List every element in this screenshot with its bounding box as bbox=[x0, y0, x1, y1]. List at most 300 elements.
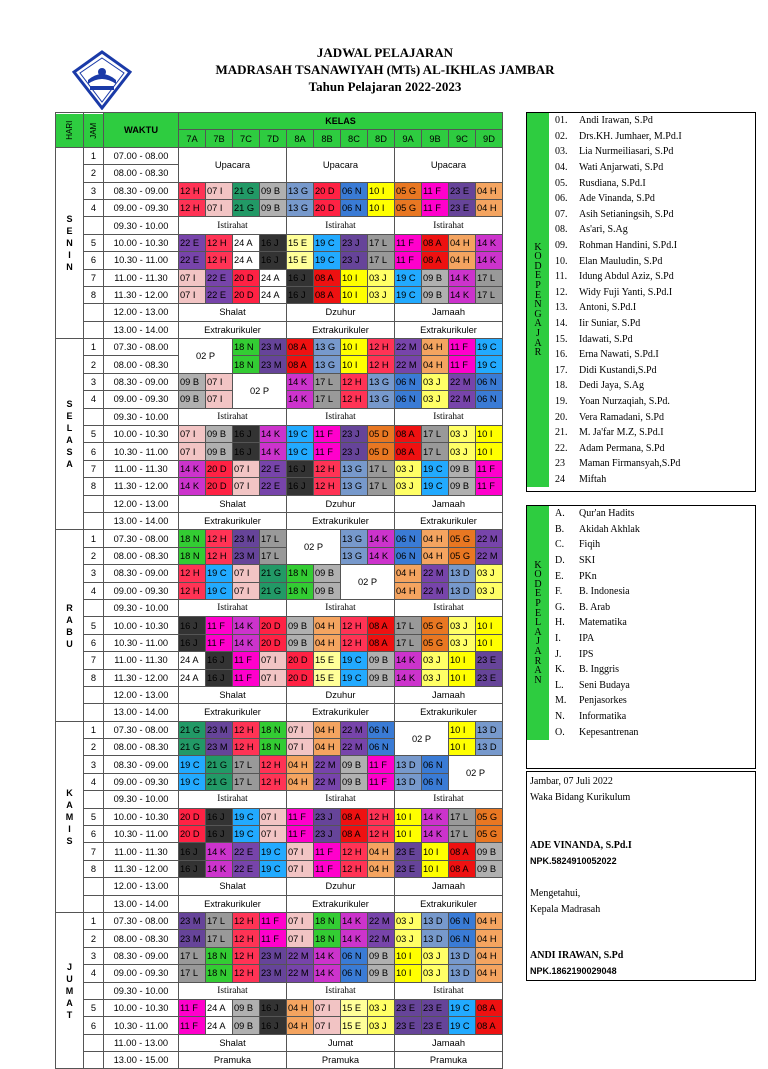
schedule-cell: 09 B bbox=[449, 478, 476, 495]
waktu-cell: 10.30 - 11.00 bbox=[104, 252, 179, 269]
schedule-cell: 16 J bbox=[287, 286, 314, 303]
legend-name: Rusdiana, S.Pd.I bbox=[579, 177, 646, 189]
jam-cell: 8 bbox=[84, 286, 104, 303]
schedule-cell: 15 E bbox=[287, 234, 314, 251]
table-row bbox=[56, 321, 503, 338]
schedule-table bbox=[55, 112, 503, 1069]
schedule-cell: 19 C bbox=[206, 582, 233, 599]
schedule-cell: 23 M bbox=[179, 930, 206, 947]
schedule-cell: 05 G bbox=[476, 826, 503, 843]
schedule-cell: 12 H bbox=[233, 930, 260, 947]
schedule-cell: 09 B bbox=[449, 460, 476, 477]
schedule-cell: 12 H bbox=[179, 582, 206, 599]
jam-cell: 7 bbox=[84, 460, 104, 477]
legend-row bbox=[527, 409, 755, 425]
table-row bbox=[56, 756, 503, 773]
legend-code: F. bbox=[555, 586, 563, 598]
legend-name: Drs.KH. Jumhaer, M.Pd.I bbox=[579, 130, 682, 142]
schedule-cell: 03 J bbox=[368, 269, 395, 286]
schedule-cell: 17 L bbox=[368, 252, 395, 269]
jam-cell: 2 bbox=[84, 165, 104, 182]
legend-code: 24 bbox=[555, 473, 565, 485]
table-row bbox=[56, 860, 503, 877]
waktu-cell: 11.00 - 11.30 bbox=[104, 843, 179, 860]
table-row bbox=[56, 565, 503, 582]
legend-name: Elan Mauludin, S.Pd bbox=[579, 255, 663, 267]
schedule-cell: 24 A bbox=[206, 1017, 233, 1034]
schedule-cell: 17 L bbox=[260, 547, 287, 564]
waktu-cell: 09.30 - 10.00 bbox=[104, 408, 179, 425]
col-jam: JAM bbox=[84, 113, 104, 148]
schedule-cell: 10 I bbox=[476, 634, 503, 651]
schedule-cell: 14 K bbox=[179, 478, 206, 495]
legend-code: 13. bbox=[555, 302, 568, 314]
mengetahui-label: Mengetahui, bbox=[530, 888, 581, 899]
schedule-cell: 08 A bbox=[314, 286, 341, 303]
schedule-cell: 21 G bbox=[233, 182, 260, 199]
table-row bbox=[56, 704, 503, 721]
schedule-cell: 19 C bbox=[233, 826, 260, 843]
schedule-cell: 04 H bbox=[368, 843, 395, 860]
merged-activity: Shalat bbox=[179, 495, 287, 512]
schedule-cell: 03 J bbox=[395, 912, 422, 929]
legend-name: B. Inggris bbox=[579, 664, 619, 676]
waktu-cell: 09.00 - 09.30 bbox=[104, 965, 179, 982]
schedule-cell: 22 E bbox=[260, 460, 287, 477]
schedule-cell: 04 H bbox=[449, 234, 476, 251]
waktu-cell: 08.00 - 08.30 bbox=[104, 739, 179, 756]
schedule-cell: 04 H bbox=[422, 339, 449, 356]
schedule-cell: 19 C bbox=[422, 460, 449, 477]
jam-cell: 1 bbox=[84, 912, 104, 929]
schedule-cell: 08 A bbox=[287, 339, 314, 356]
waktu-cell: 08.30 - 09.00 bbox=[104, 947, 179, 964]
table-row bbox=[56, 634, 503, 651]
schedule-cell: 07 I bbox=[287, 721, 314, 738]
jam-cell: 6 bbox=[84, 634, 104, 651]
schedule-cell: 06 N bbox=[422, 756, 449, 773]
legend-row bbox=[527, 724, 755, 740]
schedule-cell: 14 K bbox=[287, 391, 314, 408]
schedule-cell: 04 H bbox=[422, 356, 449, 373]
schedule-cell: 19 C bbox=[449, 999, 476, 1016]
schedule-cell: 07 I bbox=[233, 478, 260, 495]
legend-code: 02. bbox=[555, 130, 568, 142]
schedule-cell: 04 H bbox=[287, 756, 314, 773]
table-row bbox=[56, 182, 503, 199]
schedule-cell: 13 G bbox=[368, 391, 395, 408]
schedule-cell: 14 K bbox=[368, 547, 395, 564]
place-date: Jambar, 07 Juli 2022 bbox=[530, 776, 613, 787]
schedule-cell: 06 N bbox=[476, 373, 503, 390]
schedule-cell: 17 L bbox=[314, 391, 341, 408]
schedule-cell: 20 D bbox=[287, 669, 314, 686]
legend-code: N. bbox=[555, 711, 565, 723]
schedule-cell: 03 J bbox=[368, 1017, 395, 1034]
jam-cell bbox=[84, 704, 104, 721]
legend-row bbox=[527, 269, 755, 285]
schedule-cell: 12 H bbox=[341, 843, 368, 860]
schedule-cell: 17 L bbox=[368, 478, 395, 495]
table-row bbox=[56, 234, 503, 251]
table-row bbox=[56, 1017, 503, 1034]
legend-name: B. Indonesia bbox=[579, 586, 630, 598]
schedule-cell: 22 M bbox=[422, 565, 449, 582]
schedule-cell: 16 J bbox=[233, 426, 260, 443]
schedule-cell: 04 H bbox=[422, 547, 449, 564]
nip-waka: NPK.5824910052022 bbox=[530, 856, 617, 866]
schedule-cell: 07 I bbox=[233, 565, 260, 582]
schedule-cell: 02 P bbox=[449, 756, 503, 791]
legend-name: M. Ja'far M.Z, S.Pd.I bbox=[579, 427, 664, 439]
schedule-cell: 12 H bbox=[206, 252, 233, 269]
legend-name: Andi Irawan, S.Pd bbox=[579, 115, 653, 127]
schedule-cell: 15 E bbox=[314, 669, 341, 686]
schedule-cell: 09 B bbox=[476, 860, 503, 877]
legend-code: D. bbox=[555, 555, 565, 567]
schedule-cell: 23 E bbox=[476, 652, 503, 669]
waktu-cell: 07.30 - 08.00 bbox=[104, 912, 179, 929]
waktu-cell: 09.00 - 09.30 bbox=[104, 582, 179, 599]
schedule-cell: 03 J bbox=[368, 286, 395, 303]
schedule-cell: 06 N bbox=[341, 199, 368, 216]
schedule-cell: 23 M bbox=[260, 947, 287, 964]
schedule-cell: 05 G bbox=[422, 634, 449, 651]
table-row bbox=[56, 147, 503, 164]
jam-cell bbox=[84, 304, 104, 321]
jam-cell bbox=[84, 878, 104, 895]
legend-name: IPS bbox=[579, 648, 594, 660]
schedule-cell: 12 H bbox=[206, 234, 233, 251]
jam-cell bbox=[84, 321, 104, 338]
schedule-cell: 14 K bbox=[233, 634, 260, 651]
table-row bbox=[56, 426, 503, 443]
schedule-cell: 07 I bbox=[206, 391, 233, 408]
merged-activity: Shalat bbox=[179, 686, 287, 703]
schedule-cell: 17 L bbox=[179, 947, 206, 964]
legend-row bbox=[527, 425, 755, 441]
schedule-cell: 18 N bbox=[233, 339, 260, 356]
table-row bbox=[56, 443, 503, 460]
legend-row bbox=[527, 331, 755, 347]
table-row bbox=[56, 339, 503, 356]
schedule-cell: 12 H bbox=[233, 965, 260, 982]
schedule-cell: 11 F bbox=[449, 356, 476, 373]
schedule-cell: 13 G bbox=[287, 199, 314, 216]
legend-code: 14. bbox=[555, 318, 568, 330]
legend-row bbox=[527, 646, 755, 662]
waktu-cell: 12.00 - 13.00 bbox=[104, 686, 179, 703]
legend-code: 12. bbox=[555, 286, 568, 298]
merged-activity: Istirahat bbox=[395, 791, 503, 808]
schedule-cell: 07 I bbox=[260, 826, 287, 843]
legend-row bbox=[527, 222, 755, 238]
merged-activity: Upacara bbox=[395, 147, 503, 182]
schedule-cell: 11 F bbox=[476, 478, 503, 495]
schedule-cell: 03 J bbox=[422, 652, 449, 669]
merged-activity: Jumat bbox=[287, 1034, 395, 1051]
schedule-cell: 09 B bbox=[422, 286, 449, 303]
schedule-cell: 14 K bbox=[314, 965, 341, 982]
waktu-cell: 08.00 - 08.30 bbox=[104, 356, 179, 373]
table-row bbox=[56, 478, 503, 495]
schedule-cell: 23 M bbox=[260, 965, 287, 982]
merged-activity: Istirahat bbox=[287, 408, 395, 425]
schedule-cell: 12 H bbox=[368, 808, 395, 825]
schedule-cell: 14 K bbox=[422, 826, 449, 843]
jam-cell bbox=[84, 599, 104, 616]
schedule-cell: 09 B bbox=[368, 652, 395, 669]
schedule-cell: 07 I bbox=[260, 669, 287, 686]
schedule-cell: 19 C bbox=[449, 1017, 476, 1034]
legend-code: 17. bbox=[555, 364, 568, 376]
legend-name: Wati Anjarwati, S.Pd bbox=[579, 162, 664, 174]
schedule-cell: 13 G bbox=[341, 478, 368, 495]
schedule-cell: 07 I bbox=[206, 373, 233, 390]
schedule-cell: 18 N bbox=[179, 530, 206, 547]
schedule-cell: 11 F bbox=[395, 252, 422, 269]
legend-row bbox=[527, 522, 755, 538]
schedule-cell: 04 H bbox=[314, 617, 341, 634]
schedule-cell: 17 L bbox=[395, 634, 422, 651]
col-waktu: WAKTU bbox=[104, 113, 179, 148]
legend-code: H. bbox=[555, 617, 565, 629]
legend-name: Lia Nurmeiliasari, S.Pd bbox=[579, 146, 674, 158]
merged-activity: Extrakurikuler bbox=[287, 704, 395, 721]
waktu-cell: 08.00 - 08.30 bbox=[104, 930, 179, 947]
waktu-cell: 08.30 - 09.00 bbox=[104, 373, 179, 390]
legend-code: 21. bbox=[555, 427, 568, 439]
waktu-cell: 11.00 - 11.30 bbox=[104, 269, 179, 286]
merged-activity: Upacara bbox=[179, 147, 287, 182]
schedule-cell: 14 K bbox=[368, 530, 395, 547]
schedule-cell: 19 C bbox=[206, 565, 233, 582]
legend-code: 16. bbox=[555, 349, 568, 361]
jam-cell: 2 bbox=[84, 739, 104, 756]
schedule-cell: 22 M bbox=[314, 773, 341, 790]
schedule-cell: 22 M bbox=[341, 721, 368, 738]
schedule-cell: 17 L bbox=[314, 373, 341, 390]
schedule-cell: 20 D bbox=[179, 826, 206, 843]
class-8c: 8C bbox=[341, 130, 368, 147]
title-line-2: MADRASAH TSANAWIYAH (MTs) AL-IKHLAS JAMBAR bbox=[215, 62, 555, 77]
legend-name: Penjasorkes bbox=[579, 695, 627, 707]
table-row bbox=[56, 269, 503, 286]
schedule-cell: 03 J bbox=[449, 617, 476, 634]
schedule-cell: 22 M bbox=[449, 391, 476, 408]
schedule-cell: 12 H bbox=[260, 756, 287, 773]
schedule-cell: 05 G bbox=[395, 182, 422, 199]
schedule-cell: 23 E bbox=[395, 999, 422, 1016]
schedule-cell: 08 A bbox=[287, 356, 314, 373]
waktu-cell: 09.30 - 10.00 bbox=[104, 217, 179, 234]
legend-code: J. bbox=[555, 648, 562, 660]
merged-activity: Dzuhur bbox=[287, 686, 395, 703]
schedule-cell: 21 G bbox=[179, 721, 206, 738]
schedule-cell: 22 M bbox=[368, 912, 395, 929]
schedule-cell: 17 L bbox=[233, 773, 260, 790]
schedule-cell: 07 I bbox=[206, 199, 233, 216]
schedule-cell: 23 M bbox=[206, 721, 233, 738]
schedule-cell: 20 D bbox=[260, 617, 287, 634]
day-name: R A B U bbox=[56, 530, 84, 721]
legend-row bbox=[527, 709, 755, 725]
schedule-cell: 04 H bbox=[368, 860, 395, 877]
merged-activity: Istirahat bbox=[287, 217, 395, 234]
jam-cell bbox=[84, 408, 104, 425]
schedule-cell: 23 E bbox=[476, 669, 503, 686]
table-row bbox=[56, 617, 503, 634]
table-row bbox=[56, 912, 503, 929]
schedule-cell: 21 G bbox=[260, 565, 287, 582]
schedule-cell: 09 B bbox=[260, 182, 287, 199]
legend-name: Yoan Nurzaqiah, S.Pd. bbox=[579, 395, 670, 407]
schedule-cell: 22 M bbox=[287, 965, 314, 982]
legend-row bbox=[527, 316, 755, 332]
table-row bbox=[56, 512, 503, 529]
schedule-cell: 24 A bbox=[179, 669, 206, 686]
schedule-cell: 12 H bbox=[179, 199, 206, 216]
schedule-cell: 14 K bbox=[260, 426, 287, 443]
merged-activity: Istirahat bbox=[287, 599, 395, 616]
table-row bbox=[56, 252, 503, 269]
waktu-cell: 10.30 - 11.00 bbox=[104, 826, 179, 843]
schedule-cell: 14 K bbox=[422, 808, 449, 825]
schedule-cell: 09 B bbox=[422, 269, 449, 286]
merged-activity: Istirahat bbox=[287, 982, 395, 999]
schedule-cell: 08 A bbox=[476, 999, 503, 1016]
schedule-cell: 08 A bbox=[476, 1017, 503, 1034]
schedule-cell: 12 H bbox=[341, 634, 368, 651]
schedule-cell: 17 L bbox=[368, 460, 395, 477]
schedule-cell: 05 G bbox=[422, 617, 449, 634]
schedule-cell: 11 F bbox=[476, 460, 503, 477]
jam-cell: 8 bbox=[84, 478, 104, 495]
schedule-cell: 09 B bbox=[179, 391, 206, 408]
jam-cell bbox=[84, 1052, 104, 1069]
schedule-cell: 11 F bbox=[233, 669, 260, 686]
schedule-cell: 12 H bbox=[341, 617, 368, 634]
waktu-cell: 13.00 - 14.00 bbox=[104, 321, 179, 338]
legend-row bbox=[527, 537, 755, 553]
schedule-cell: 05 D bbox=[368, 443, 395, 460]
legend-name: As'ari, S.Ag bbox=[579, 224, 628, 236]
legend-row bbox=[527, 584, 755, 600]
jam-cell: 6 bbox=[84, 252, 104, 269]
schedule-cell: 09 B bbox=[314, 565, 341, 582]
schedule-cell: 06 N bbox=[476, 391, 503, 408]
legend-code: 01. bbox=[555, 115, 568, 127]
waktu-cell: 10.00 - 10.30 bbox=[104, 808, 179, 825]
schedule-cell: 17 L bbox=[476, 269, 503, 286]
table-row bbox=[56, 373, 503, 390]
schedule-cell: 13 D bbox=[422, 912, 449, 929]
legend-code: 10. bbox=[555, 255, 568, 267]
class-8b: 8B bbox=[314, 130, 341, 147]
schedule-cell: 05 D bbox=[368, 426, 395, 443]
schedule-cell: 19 C bbox=[395, 269, 422, 286]
merged-activity: Jamaah bbox=[395, 686, 503, 703]
waktu-cell: 12.00 - 13.00 bbox=[104, 878, 179, 895]
schedule-cell: 13 G bbox=[341, 460, 368, 477]
table-row bbox=[56, 895, 503, 912]
day-name: S E L A S A bbox=[56, 339, 84, 530]
role-waka: Waka Bidang Kurikulum bbox=[530, 792, 631, 803]
legend-name: Miftah bbox=[579, 473, 607, 485]
schedule-cell: 19 C bbox=[233, 808, 260, 825]
waktu-cell: 08.30 - 09.00 bbox=[104, 756, 179, 773]
schedule-cell: 15 E bbox=[287, 252, 314, 269]
legend-name: Matematika bbox=[579, 617, 627, 629]
waktu-cell: 08.00 - 08.30 bbox=[104, 165, 179, 182]
schedule-cell: 23 J bbox=[341, 234, 368, 251]
waktu-cell: 11.30 - 12.00 bbox=[104, 860, 179, 877]
jam-cell bbox=[84, 1034, 104, 1051]
merged-activity: Pramuka bbox=[287, 1052, 395, 1069]
schedule-cell: 14 K bbox=[260, 443, 287, 460]
schedule-cell: 22 M bbox=[314, 756, 341, 773]
table-row bbox=[56, 199, 503, 216]
schedule-cell: 04 H bbox=[395, 582, 422, 599]
schedule-cell: 19 C bbox=[422, 478, 449, 495]
merged-activity: Dzuhur bbox=[287, 495, 395, 512]
schedule-cell: 22 E bbox=[233, 843, 260, 860]
legend-row bbox=[527, 600, 755, 616]
schedule-cell: 10 I bbox=[368, 182, 395, 199]
schedule-cell: 10 I bbox=[449, 721, 476, 738]
schedule-cell: 12 H bbox=[341, 860, 368, 877]
legend-code: C. bbox=[555, 539, 565, 551]
merged-activity: Extrakurikuler bbox=[179, 895, 287, 912]
legend-name: IPA bbox=[579, 633, 595, 645]
jam-cell: 1 bbox=[84, 147, 104, 164]
table-row bbox=[56, 791, 503, 808]
schedule-cell: 16 J bbox=[206, 652, 233, 669]
legend-name: SKI bbox=[579, 555, 596, 567]
schedule-cell: 12 H bbox=[179, 565, 206, 582]
legend-row bbox=[527, 472, 755, 488]
schedule-cell: 07 I bbox=[179, 426, 206, 443]
legend-row bbox=[527, 568, 755, 584]
schedule-cell: 11 F bbox=[260, 930, 287, 947]
table-row bbox=[56, 1034, 503, 1051]
legend-row bbox=[527, 129, 755, 145]
legend-row bbox=[527, 285, 755, 301]
jam-cell: 5 bbox=[84, 999, 104, 1016]
waktu-cell: 11.30 - 12.00 bbox=[104, 669, 179, 686]
schedule-cell: 08 A bbox=[422, 252, 449, 269]
schedule-cell: 10 I bbox=[476, 617, 503, 634]
legend-code: 18. bbox=[555, 380, 568, 392]
table-row bbox=[56, 982, 503, 999]
schedule-cell: 14 K bbox=[341, 930, 368, 947]
table-row bbox=[56, 547, 503, 564]
schedule-cell: 12 H bbox=[233, 947, 260, 964]
class-9b: 9B bbox=[422, 130, 449, 147]
schedule-cell: 07 I bbox=[287, 739, 314, 756]
table-row bbox=[56, 582, 503, 599]
schedule-cell: 24 A bbox=[233, 252, 260, 269]
legend-side-label: K O D E P E L A J A R A N bbox=[527, 506, 549, 740]
schedule-cell: 16 J bbox=[287, 478, 314, 495]
schedule-cell: 08 A bbox=[314, 269, 341, 286]
schedule-cell: 23 E bbox=[395, 843, 422, 860]
class-7c: 7C bbox=[233, 130, 260, 147]
legend-row bbox=[527, 144, 755, 160]
schedule-cell: 18 N bbox=[260, 721, 287, 738]
merged-activity: Extrakurikuler bbox=[179, 321, 287, 338]
jam-cell: 1 bbox=[84, 721, 104, 738]
